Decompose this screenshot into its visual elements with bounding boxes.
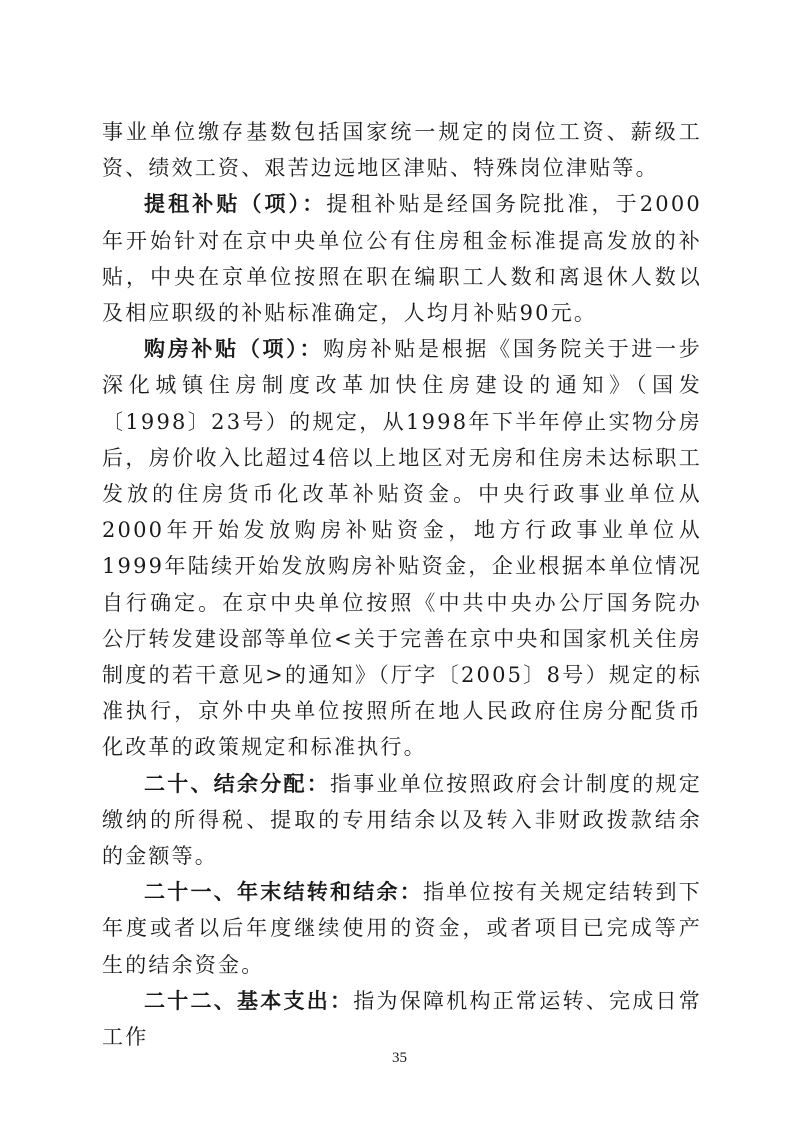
paragraph-text: 指单位按有关规定结转到下年度或者以后年度继续使用的资金，或者项目已完成等产生的结余资金。 — [102, 880, 702, 977]
paragraph-basic-expenditure — [102, 983, 702, 1055]
paragraph-year-end-carryover — [102, 874, 702, 983]
paragraph-text: 指为保障机构正常运转、完成日常工作 — [102, 988, 702, 1050]
paragraph-rent-subsidy — [102, 186, 702, 331]
term-heading: 二十、结余分配： — [144, 770, 331, 796]
term-heading: 二十二、基本支出： — [144, 987, 354, 1013]
paragraph-text: 指事业单位按照政府会计制度的规定缴纳的所得税、提取的专用结余以及转入非财政拨款结余的金额等。 — [102, 771, 702, 869]
document-body — [102, 114, 702, 1055]
term-heading: 二十一、年末结转和结余： — [144, 879, 424, 905]
page-number: 35 — [392, 1050, 407, 1066]
paragraph-continuation — [102, 114, 702, 186]
term-heading: 购房补贴（项）： — [144, 336, 324, 362]
paragraph-text: 购房补贴是根据《国务院关于进一步深化城镇住房制度改革加快住房建设的通知》（国发〔1998〕23号）的规定，从1998年下半年停止实物分房后，房价收入比超过4倍以上地区对无房和住房未达标职工发放的住房货币化改革补贴资金。中央行政事业单位从2000年开始发放购房补贴资金，地方行政事业单位从1999年陆续开始发放购房补贴资金，企业根据本单位情况自行确定。在京中央单位按照《中共中央办公厅国务院办公厅转发建设部等单位<关于完善在京中央和国家机关住房制度的若干意见>的通知》（厅字〔2005〕8号）规定的标准执行，京外中央单位按照所在地人民政府住房分配货币化改革的政策规定和标准执行。 — [102, 337, 702, 760]
paragraph-housing-purchase-subsidy — [102, 331, 702, 765]
paragraph-text: 提租补贴是经国务院批准，于2000年开始针对在京中央单位公有住房租金标准提高发放的补贴，中央在京单位按照在职在编职工人数和离退休人数以及相应职级的补贴标准确定，人均月补贴90元。 — [102, 192, 702, 326]
paragraph-surplus-distribution — [102, 766, 702, 875]
paragraph-text: 事业单位缴存基数包括国家统一规定的岗位工资、薪级工资、绩效工资、艰苦边远地区津贴、特殊岗位津贴等。 — [102, 120, 702, 181]
term-heading: 提租补贴（项）： — [144, 191, 327, 217]
